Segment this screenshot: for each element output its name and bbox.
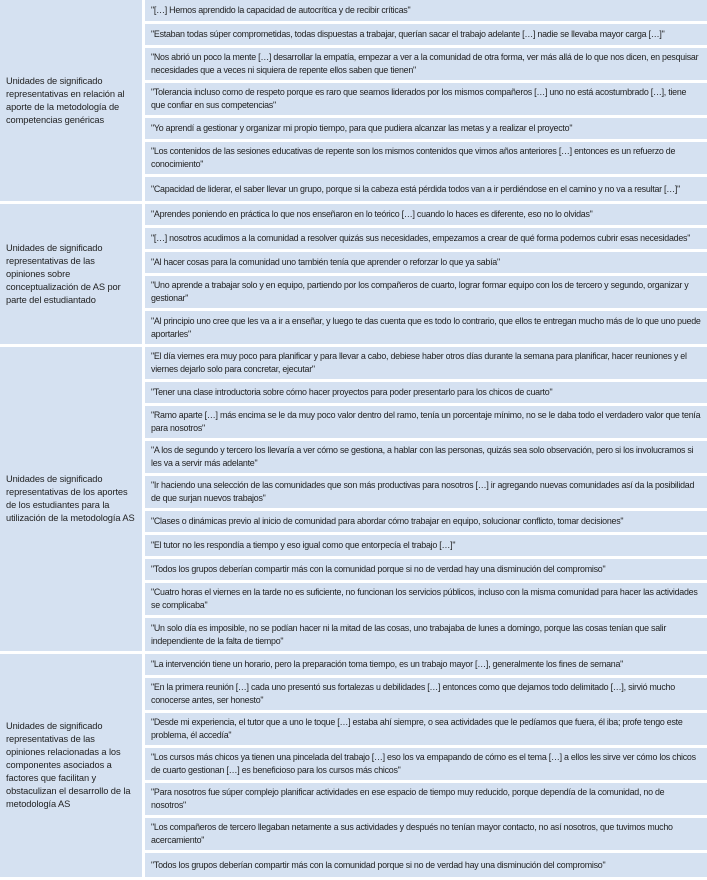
quote-cell: "Al principio uno cree que les va a ir a enseñar, y luego te das cuenta que es todo lo contrario, que ellos te entregan mucho más de lo que uno puede aportarles" [145, 311, 707, 344]
quote-cell: "A los de segundo y tercero los llevaría a ver cómo se gestiona, a hablar con las personas, quizás sea solo observación, pero si los involucramos si les va a servir más adelante" [145, 441, 707, 476]
quote-cell: "Todos los grupos deberían compartir más con la comunidad porque si no de verdad hay una disminución del compromiso" [145, 559, 707, 583]
quote-cell: "Aprendes poniendo en práctica lo que nos enseñaron en lo teórico […] cuando lo haces es diferente, eso no lo olvidas" [145, 204, 707, 228]
group-as-conceptualization [0, 204, 707, 347]
quote-cell: "Yo aprendí a gestionar y organizar mi propio tiempo, para que pudiera alcanzar las metas y a realizar el proyecto" [145, 118, 707, 142]
group-label: Unidades de significado representativas en relación al aporte de la metodología de competencias genéricas [0, 0, 145, 201]
quote-cell: "Cuatro horas el viernes en la tarde no es suficiente, no funcionan los servicios públicos, incluso con la misma comunidad para hacer las actividades se complicaba" [145, 583, 707, 618]
quote-cell: "Tener una clase introductoria sobre cómo hacer proyectos para poder presentarlo para los chicos de cuarto" [145, 382, 707, 406]
quote-cell: "La intervención tiene un horario, pero la preparación toma tiempo, es un trabajo mayor […], generalmente los fines de semana" [145, 654, 707, 678]
quote-cell: "Los cursos más chicos ya tienen una pincelada del trabajo […] eso los va empapando de cómo es el tema […] a ellos les sirve ver cómo los chicos de cuarto gestionan […] es beneficioso para los cursos más chicos" [145, 748, 707, 783]
group-label: Unidades de significado representativas de las opiniones relacionadas a los componentes asociados a factores que facilitan y obstaculizan el desarrollo de la metodología AS [0, 654, 145, 877]
quote-cell: "Al hacer cosas para la comunidad uno también tenía que aprender o reforzar lo que ya sabía" [145, 252, 707, 276]
quote-cell: "El tutor no les respondía a tiempo y eso igual como que entorpecía el trabajo […]" [145, 535, 707, 559]
quote-cell: "Los contenidos de las sesiones educativas de repente son los mismos contenidos que vimos años anteriores […] entonces es un refuerzo de conocimiento" [145, 142, 707, 177]
quote-cell: "Nos abrió un poco la mente […] desarrollar la empatía, empezar a ver a la comunidad de otra forma, ver más allá de lo que nos dicen, en pesquisar necesidades que a veces ni siquiera de repente ellos saben que tienen" [145, 48, 707, 83]
quote-list [145, 204, 707, 344]
quote-cell: "Desde mi experiencia, el tutor que a uno le toque […] estaba ahí siempre, o sea actividades que le pedíamos que fuera, él iba; profe tengo este problema, él accedía" [145, 713, 707, 748]
group-generic-competencies [0, 0, 707, 204]
quote-cell: "Los compañeros de tercero llegaban netamente a sus actividades y después no tenían mayor contacto, no así nosotros, que tuvimos mucho acercamiento" [145, 818, 707, 853]
quote-cell: "Uno aprende a trabajar solo y en equipo, partiendo por los compañeros de cuarto, lograr formar equipo con los de tercero y segundo, organizar y gestionar" [145, 276, 707, 311]
quote-cell: "[…] Hemos aprendido la capacidad de autocrítica y de recibir críticas" [145, 0, 707, 24]
quote-cell: "Capacidad de liderar, el saber llevar un grupo, porque si la cabeza está pérdida todos van a ir perdiéndose en el camino y no va a resultar […]" [145, 177, 707, 201]
group-label: Unidades de significado representativas de las opiniones sobre conceptualización de AS por parte del estudiantado [0, 204, 145, 344]
quote-cell: "En la primera reunión […] cada uno presentó sus fortalezas u debilidades […] entonces como que dejamos todo delimitado […], sirvió mucho conocerse antes, ser honesto" [145, 678, 707, 713]
quote-cell: "El día viernes era muy poco para planificar y para llevar a cabo, debiese haber otros días durante la semana para planificar, hacer reuniones y el viernes dejarlo solo para concretar, ejecutar" [145, 347, 707, 382]
quote-cell: "Tolerancia incluso como de respeto porque es raro que seamos liderados por los mismos compañeros […] uno no está acostumbrado […], tiene que confiar en sus competencias" [145, 83, 707, 118]
group-facilitating-obstructing-factors [0, 654, 707, 880]
quote-cell: "Un solo día es imposible, no se podían hacer ni la mitad de las cosas, uno trabajaba de lunes a domingo, porque las cosas tenían que salir independiente de la falta de tiempo" [145, 618, 707, 651]
quote-cell: "Todos los grupos deberían compartir más con la comunidad porque si no de verdad hay una disminución del compromiso" [145, 853, 707, 877]
quote-list [145, 654, 707, 877]
quote-cell: "Para nosotros fue súper complejo planificar actividades en ese espacio de tiempo muy reducido, porque dependía de la comunidad, no de nosotros" [145, 783, 707, 818]
quote-list [145, 0, 707, 201]
quote-list [145, 347, 707, 651]
quote-cell: "[…] nosotros acudimos a la comunidad a resolver quizás sus necesidades, empezamos a crear de qué forma podemos cubrir esas necesidades" [145, 228, 707, 252]
group-label: Unidades de significado representativas de los aportes de los estudiantes para la utilización de la metodología AS [0, 347, 145, 651]
quote-cell: "Ramo aparte […] más encima se le da muy poco valor dentro del ramo, tenía un porcentaje mínimo, no se le daba todo el verdadero valor que tenía para nosotros" [145, 406, 707, 441]
group-student-contributions [0, 347, 707, 654]
quote-cell: "Clases o dinámicas previo al inicio de comunidad para abordar cómo trabajar en equipo, solucionar conflicto, tomar decisiones" [145, 511, 707, 535]
quote-cell: "Estaban todas súper comprometidas, todas dispuestas a trabajar, querían sacar el trabajo adelante […] nadie se llevaba mayor carga […]" [145, 24, 707, 48]
quote-cell: "Ir haciendo una selección de las comunidades que son más productivas para nosotros […] ir agregando nuevas comunidades así da la posibilidad de que surjan nuevos trabajos" [145, 476, 707, 511]
